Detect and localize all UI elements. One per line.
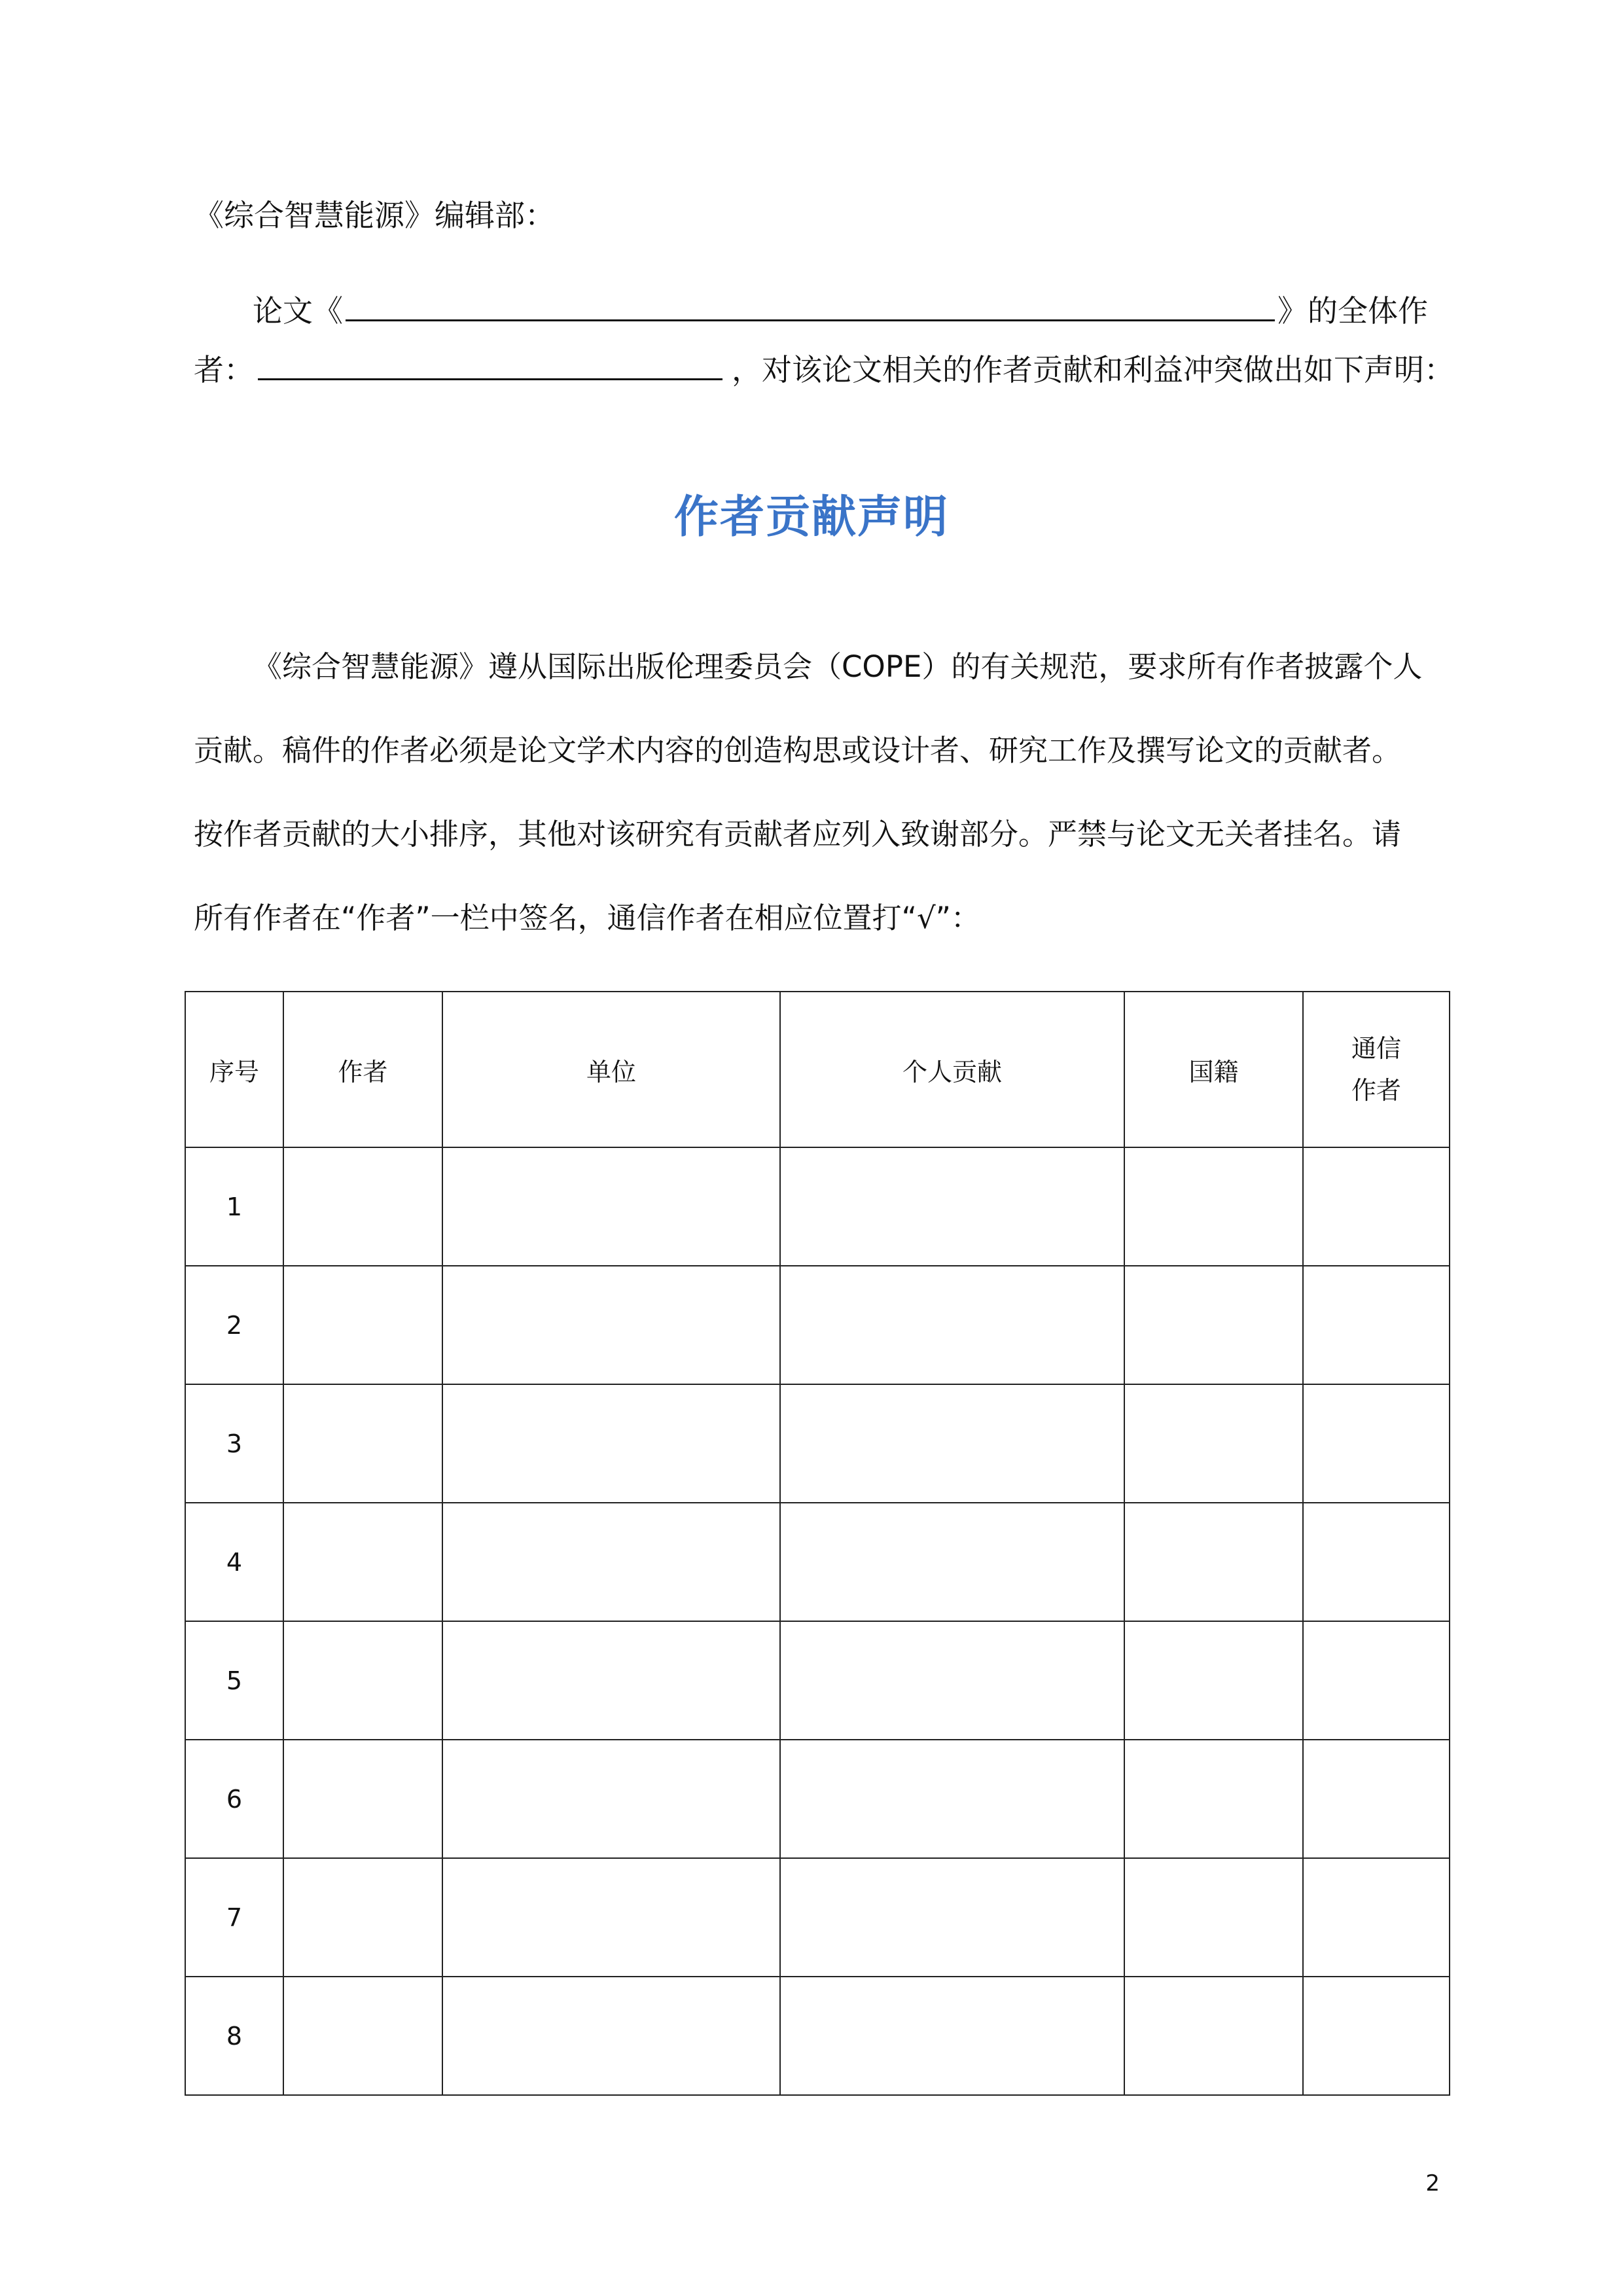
header-nationality: 国籍 [1124, 992, 1303, 1147]
table-row [185, 1384, 1450, 1503]
author-cell[interactable] [283, 1621, 442, 1740]
author-cell[interactable] [283, 1266, 442, 1384]
table-header-row [185, 992, 1450, 1147]
paper-title-blank[interactable] [346, 295, 1275, 321]
author-contribution-table [185, 991, 1450, 2096]
table-row [185, 1977, 1450, 2095]
nationality-cell[interactable] [1124, 1977, 1303, 2095]
nationality-cell[interactable] [1124, 1858, 1303, 1977]
page-number: 2 [1425, 2170, 1440, 2197]
corresponding-cell[interactable] [1303, 1621, 1450, 1740]
author-cell[interactable] [283, 1977, 442, 2095]
affiliation-cell[interactable] [442, 1147, 780, 1266]
row-seq: 4 [185, 1503, 283, 1621]
affiliation-cell[interactable] [442, 1621, 780, 1740]
declaration-line2-suffix: ，对该论文相关的作者贡献和利益冲突做出如下声明： [732, 352, 1454, 387]
nationality-cell[interactable] [1124, 1384, 1303, 1503]
affiliation-cell[interactable] [442, 1977, 780, 2095]
corresponding-cell[interactable] [1303, 1858, 1450, 1977]
row-seq: 2 [185, 1266, 283, 1384]
corresponding-cell[interactable] [1303, 1977, 1450, 2095]
row-seq: 6 [185, 1740, 283, 1858]
table-row [185, 1503, 1450, 1621]
header-corresponding-author [1303, 992, 1450, 1147]
contribution-cell[interactable] [780, 1384, 1124, 1503]
affiliation-cell[interactable] [442, 1503, 780, 1621]
table-row [185, 1858, 1450, 1977]
header-affiliation: 单位 [442, 992, 780, 1147]
declaration-line-1 [253, 293, 1431, 329]
row-seq: 3 [185, 1384, 283, 1503]
paragraph-line-1: 《综合智慧能源》遵从国际出版伦理委员会（COPE）的有关规范，要求所有作者披露个人 [253, 649, 1423, 684]
author-cell[interactable] [283, 1858, 442, 1977]
declaration-suffix: 》的全体作 [1277, 293, 1428, 329]
author-cell[interactable] [283, 1740, 442, 1858]
corresponding-cell[interactable] [1303, 1503, 1450, 1621]
contribution-cell[interactable] [780, 1977, 1124, 2095]
table-row [185, 1740, 1450, 1858]
declaration-line-2 [194, 352, 1454, 387]
row-seq: 1 [185, 1147, 283, 1266]
contribution-cell[interactable] [780, 1147, 1124, 1266]
paragraph-line-3: 按作者贡献的大小排序，其他对该研究有贡献者应列入致谢部分。严禁与论文无关者挂名。请 [194, 817, 1402, 852]
declaration-line2-prefix: 者： [194, 352, 254, 387]
header-seq: 序号 [185, 992, 283, 1147]
corresponding-cell[interactable] [1303, 1740, 1450, 1858]
section-title: 作者贡献声明 [673, 492, 949, 543]
corresponding-cell[interactable] [1303, 1147, 1450, 1266]
paragraph-line-2: 贡献。稿件的作者必须是论文学术内容的创造构思或设计者、研究工作及撰写论文的贡献者。 [194, 733, 1402, 768]
contribution-cell[interactable] [780, 1858, 1124, 1977]
row-seq: 5 [185, 1621, 283, 1740]
contribution-cell[interactable] [780, 1740, 1124, 1858]
declaration-prefix: 论文《 [253, 293, 343, 329]
nationality-cell[interactable] [1124, 1621, 1303, 1740]
affiliation-cell[interactable] [442, 1384, 780, 1503]
header-author: 作者 [283, 992, 442, 1147]
nationality-cell[interactable] [1124, 1503, 1303, 1621]
paragraph-line-4: 所有作者在“作者”一栏中签名，通信作者在相应位置打“√”： [194, 901, 980, 935]
affiliation-cell[interactable] [442, 1858, 780, 1977]
authors-blank[interactable] [258, 353, 722, 380]
corresponding-cell[interactable] [1303, 1384, 1450, 1503]
row-seq: 8 [185, 1977, 283, 2095]
header-corresponding-line-2: 作者 [1351, 1076, 1401, 1105]
nationality-cell[interactable] [1124, 1266, 1303, 1384]
row-seq: 7 [185, 1858, 283, 1977]
author-cell[interactable] [283, 1147, 442, 1266]
contribution-cell[interactable] [780, 1621, 1124, 1740]
contribution-cell[interactable] [780, 1503, 1124, 1621]
contribution-cell[interactable] [780, 1266, 1124, 1384]
nationality-cell[interactable] [1124, 1147, 1303, 1266]
affiliation-cell[interactable] [442, 1266, 780, 1384]
corresponding-cell[interactable] [1303, 1266, 1450, 1384]
salutation: 《综合智慧能源》编辑部： [194, 198, 555, 233]
author-cell[interactable] [283, 1384, 442, 1503]
table-row [185, 1147, 1450, 1266]
nationality-cell[interactable] [1124, 1740, 1303, 1858]
author-cell[interactable] [283, 1503, 442, 1621]
table-row [185, 1266, 1450, 1384]
table-row [185, 1621, 1450, 1740]
affiliation-cell[interactable] [442, 1740, 780, 1858]
header-corresponding-line-1: 通信 [1351, 1034, 1401, 1063]
header-contribution: 个人贡献 [780, 992, 1124, 1147]
